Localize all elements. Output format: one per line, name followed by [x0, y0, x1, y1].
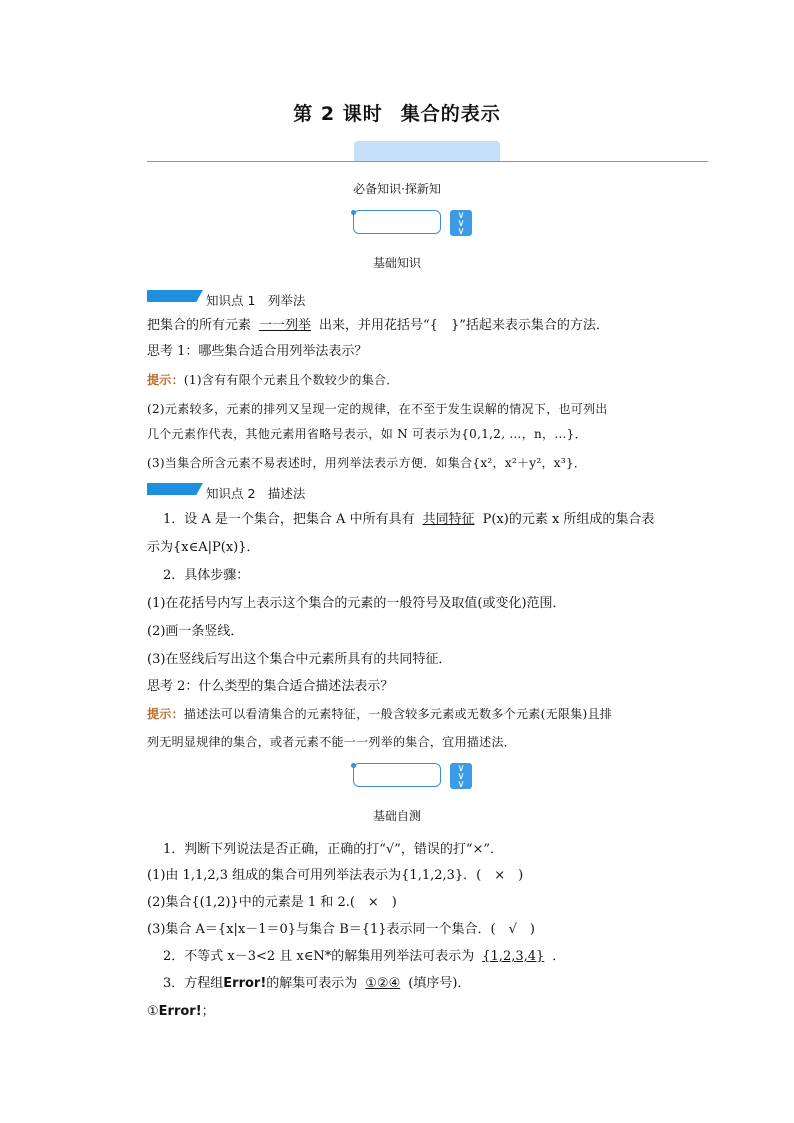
kp2-para1: 1．设 A 是一个集合，把集合 A 中所有具有 共同特征 P(x)的元素 x 所组成的集合表: [163, 512, 655, 527]
test-q1: 1．判断下列说法是否正确，正确的打“√”，错误的打“×”．: [163, 842, 504, 857]
section-pill-frame: [353, 210, 441, 234]
section-pill-frame: [353, 763, 441, 787]
title-topic: 集合的表示: [400, 103, 501, 125]
kp1-hint-3: (3)当集合所含元素不易表述时，用列举法表示方便．如集合{x²，x²＋y²，x³}．: [147, 456, 587, 470]
header-divider: [147, 161, 708, 162]
kp1-hint-2a: (2)元素较多，元素的排列又呈现一定的规律，在不至于发生误解的情况下，也可列出: [147, 402, 608, 416]
title-lesson: 第 2 课时: [293, 103, 383, 125]
kp1-think: 思考 1：哪些集合适合用列举法表示？: [147, 344, 368, 359]
subheader-self-test: 基础自测: [372, 809, 421, 823]
pill-dot-icon: [351, 210, 356, 215]
test-q1-3: (3)集合 A＝{x|x－1＝0}与集合 B＝{1}表示同一个集合．( √ ): [147, 922, 535, 937]
test-q2: 2．不等式 x－3<2 且 x∈N*的解集用列举法可表示为 {1,2,3,4} ．: [163, 949, 566, 964]
hint-label: 提示：: [147, 373, 184, 387]
test-q1-2: (2)集合{(1,2)}中的元素是 1 和 2.( × ): [147, 895, 397, 910]
page-title: [0, 99, 794, 126]
kp2-label: 知识点 2 描述法: [206, 486, 306, 501]
kp2-step2: (2)画一条竖线．: [147, 624, 244, 639]
header-tab-decoration: [354, 141, 500, 162]
error-marker: Error!: [158, 1004, 202, 1019]
kp2-para1b: 示为{x∈A|P(x)}．: [147, 540, 260, 555]
kp2-hint-b: 列无明显规律的集合，或者元素不能一一列举的集合，宜用描述法．: [147, 735, 517, 749]
chevron-down-icon: ∨ ∨ ∨: [450, 210, 472, 236]
section-header: 必备知识·探新知: [353, 182, 441, 196]
kp1-hint-2b: 几个元素作代表，其他元素用省略号表示，如 N 可表示为{0,1,2, …，n，…}．: [147, 427, 587, 441]
kp2-think: 思考 2：什么类型的集合适合描述法表示？: [147, 679, 394, 694]
kp1-hint-1: 提示：(1)含有有限个元素且个数较少的集合．: [147, 373, 399, 387]
kp2-blank-answer: 共同特征: [422, 512, 475, 527]
kp1-label: 知识点 1 列举法: [206, 293, 306, 308]
kp2-hint-a: 提示：描述法可以看清集合的元素特征，一般含较多元素或无数多个元素(无限集)且排: [147, 707, 613, 721]
q2-answer: {1,2,3,4}: [482, 949, 545, 964]
test-q3-option-1: ①Error!；: [147, 1004, 215, 1019]
knowledge-point-bar-icon: [147, 290, 203, 302]
test-q1-1: (1)由 1,1,2,3 组成的集合可用列举法表示为{1,1,2,3}．( × ): [147, 868, 524, 883]
kp1-blank-answer: 一一列举: [259, 318, 312, 333]
q3-answer: ①②④: [365, 976, 401, 991]
kp2-step3: (3)在竖线后写出这个集合中元素所具有的共同特征．: [147, 652, 452, 667]
kp2-step1: (1)在花括号内写上表示这个集合的元素的一般符号及取值(或变化)范围．: [147, 596, 566, 611]
subheader-basic-knowledge: 基础知识: [372, 256, 421, 270]
kp2-para2: 2．具体步骤：: [163, 568, 250, 583]
chevron-down-icon: ∨ ∨ ∨: [450, 763, 472, 789]
knowledge-point-bar-icon: [147, 483, 203, 495]
test-q3: 3．方程组Error!的解集可表示为 ①②④ (填序号)．: [163, 976, 471, 991]
error-marker: Error!: [223, 976, 267, 991]
hint-label: 提示：: [147, 707, 184, 721]
pill-dot-icon: [351, 763, 356, 768]
kp1-definition: 把集合的所有元素 一一列举 出来，并用花括号“{ }”括起来表示集合的方法．: [147, 318, 609, 333]
